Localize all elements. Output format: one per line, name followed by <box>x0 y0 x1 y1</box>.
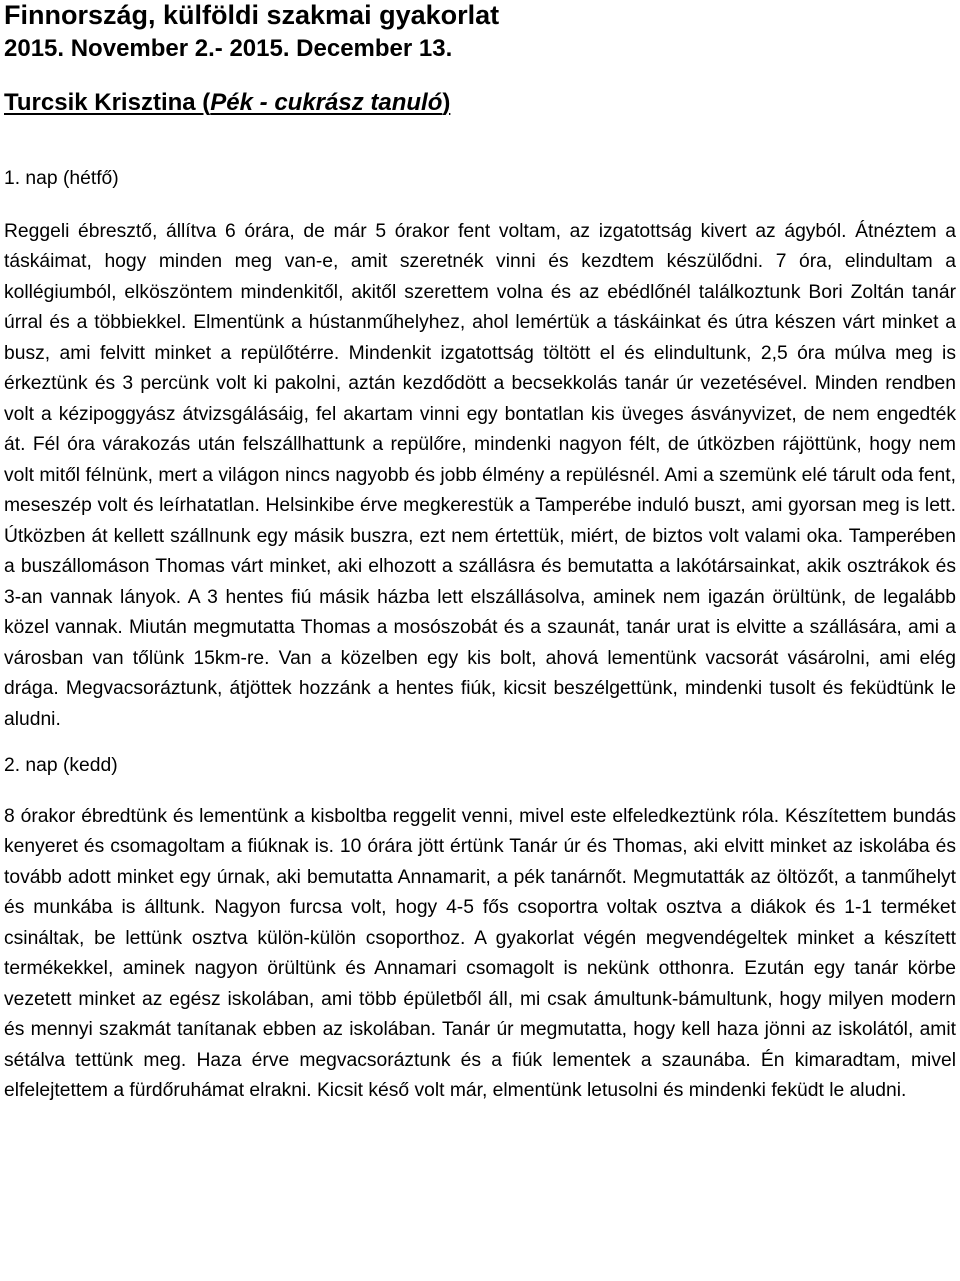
day-2-paragraph: 8 órakor ébredtünk és lementünk a kisboltba reggelit venni, mivel este elfeledkeztünk róla. Készítettem bundás kenyeret és csomagoltam a fiúknak is. 10 órára jött értünk Tanár úr és Thomas, aki elvitt minket az iskolába és tovább adott minket egy úrnak, aki bemutatta Annamarit, a pék tanárnőt. Megmutatták az öltözőt, a tanműhelyt és munkába is álltunk. Nagyon furcsa volt, hogy 4-5 fős csoportra voltak osztva a diákok és 1-1 terméket csináltak, be lettünk osztva külön-külön csoporthoz. A gyakorlat végén megvendégeltek minket a készített termékekkel, aminek nagyon örültünk és Annamari csomagolt is nekünk otthonra. Ezután egy tanár körbe vezetett minket az egész iskolában, ami több épületből áll, mi csak ámultunk-bámultunk, hogy milyen modern és mennyi szakmát tanítanak ebben az iskolában. Tanár úr megmutatta, hogy kell haza jönni az iskolától, amit sétálva tettünk meg. Haza érve megvacsoráztunk és a fiúk lementek a szaunába. Én kimaradtam, mivel elfelejtettem a fürdőruhámat elrakni. Kicsit késő volt már, elmentünk letusolni és mindenki feküdt le aludni. <box>4 805 956 1101</box>
author-name: Turcsik Krisztina ( <box>4 89 211 116</box>
author-line <box>4 88 956 118</box>
document-title: Finnország, külföldi szakmai gyakorlat <box>4 0 500 30</box>
document-page <box>4 0 956 1107</box>
author-role: Pék - cukrász tanuló <box>210 89 443 116</box>
document-dates: 2015. November 2.- 2015. December 13. <box>4 35 453 62</box>
day-1-heading: 1. nap (hétfő) <box>4 168 119 189</box>
author-close: ) <box>442 89 451 116</box>
day-1-paragraph: Reggeli ébresztő, állítva 6 órára, de már 5 órakor fent voltam, az izgatottság kivert az ágyból. Átnéztem a táskáimat, hogy minden meg van-e, amit szeretnék vinni és kezdtem készülődni. 7 óra, elindultam a kollégiumból, elköszöntem mindenkitől, akitől szerettem volna és az ebédlőnél találkoztunk Bori Zoltán tanár úrral és a többiekkel. Elmentünk a hústanműhelyhez, ahol lemértük a táskáinkat és útra készen várt minket a busz, ami felvitt minket a repülőtérre. Mindenkit izgatottság töltött el és elindultunk, 2,5 óra múlva meg is érkeztünk és 3 percünk volt ki pakolni, aztán kezdődött a becsekkolás tanár úr vezetésével. Minden rendben volt a kézipoggyász átvizsgálásáig, fel akartam vinni egy bontatlan kis üveges ásványvizet, de nem engedték át. Fél óra várakozás után felszállhattunk a repülőre, mindenki nagyon félt, de útközben rájöttünk, hogy nem volt mitől félnünk, mert a világon nincs nagyobb és jobb élmény a repülésnél. Ami a szemünk elé tárult oda fent, meseszép volt és leírhatatlan. Helsinkibe érve megkerestük a Tamperébe induló buszt, ami gyorsan meg is lett. Útközben át kellett szállnunk egy másik buszra, ezt nem értettük, miért, de biztos volt valami oka. Tamperében a buszállomáson Thomas várt minket, aki elhozott a szállásra és bemutatta a lakótársainkat, akik osztrákok és 3-an vannak lányok. A 3 hentes fiú másik házba lett elszállásolva, aminek nem igazán örültünk, de legalább közel vannak. Miután megmutatta Thomas a mosószobát és a szaunát, tanár urat is elvitte a szállására, ami a városban van tőlünk 15km-re. Van a közelben egy kis bolt, ahová lementünk vacsorát vásárolni, ami elég drága. Megvacsoráztunk, átjöttek hozzánk a hentes fiúk, kicsit beszélgettünk, mindenki tusolt és feküdtünk le aludni. <box>4 220 956 730</box>
day-2-heading: 2. nap (kedd) <box>4 755 118 776</box>
